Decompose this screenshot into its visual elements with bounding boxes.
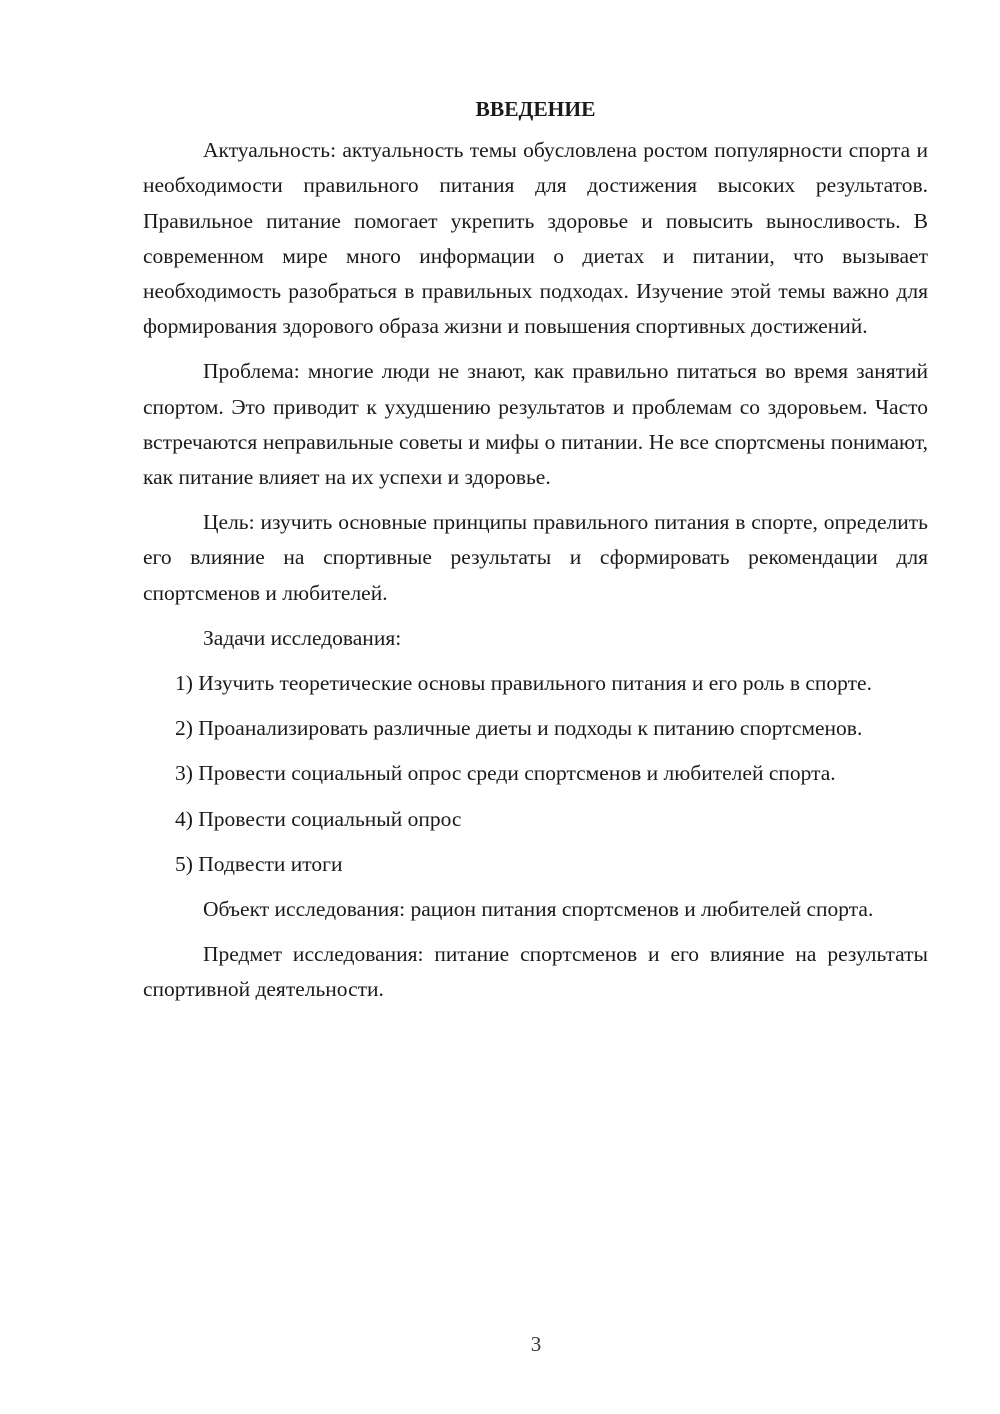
paragraph-relevance: Актуальность: актуальность темы обусловлена ростом популярности спорта и необходимости правильного питания для достижения высоких результатов. Правильное питание помогает укрепить здоровье и повысить выносливость. В современном мире много информации о диетах и питании, что вызывает необходимость разобраться в правильных подходах. Изучение этой темы важно для формирования здорового образа жизни и повышения спортивных достижений. <box>143 138 928 339</box>
paragraph-object: Объект исследования: рацион питания спортсменов и любителей спорта. <box>203 897 874 922</box>
paragraph-problem: Проблема: многие люди не знают, как правильно питаться во время занятий спортом. Это приводит к ухудшению результатов и проблемам со здоровьем. Часто встречаются неправильные советы и мифы о питании. Не все спортсмены понимают, как питание влияет на их успехи и здоровье. <box>143 359 928 490</box>
task-item-3: 3) Провести социальный опрос среди спортсменов и любителей спорта. <box>175 761 836 786</box>
task-item-1: 1) Изучить теоретические основы правильного питания и его роль в спорте. <box>175 671 872 696</box>
task-item-5: 5) Подвести итоги <box>175 851 343 876</box>
task-item-2: 2) Проанализировать различные диеты и подходы к питанию спортсменов. <box>175 716 863 741</box>
paragraph-subject: Предмет исследования: питание спортсменов и его влияние на результаты спортивной деятельности. <box>143 942 928 1002</box>
paragraph-goal: Цель: изучить основные принципы правильного питания в спорте, определить его влияние на спортивные результаты и сформировать рекомендации для спортсменов и любителей. <box>143 510 928 605</box>
page-title: ВВЕДЕНИЕ <box>475 97 596 121</box>
paragraph-tasks-heading: Задачи исследования: <box>203 625 402 650</box>
page-number: 3 <box>530 1332 542 1356</box>
document-page <box>143 92 928 1018</box>
task-item-4: 4) Провести социальный опрос <box>175 806 462 831</box>
